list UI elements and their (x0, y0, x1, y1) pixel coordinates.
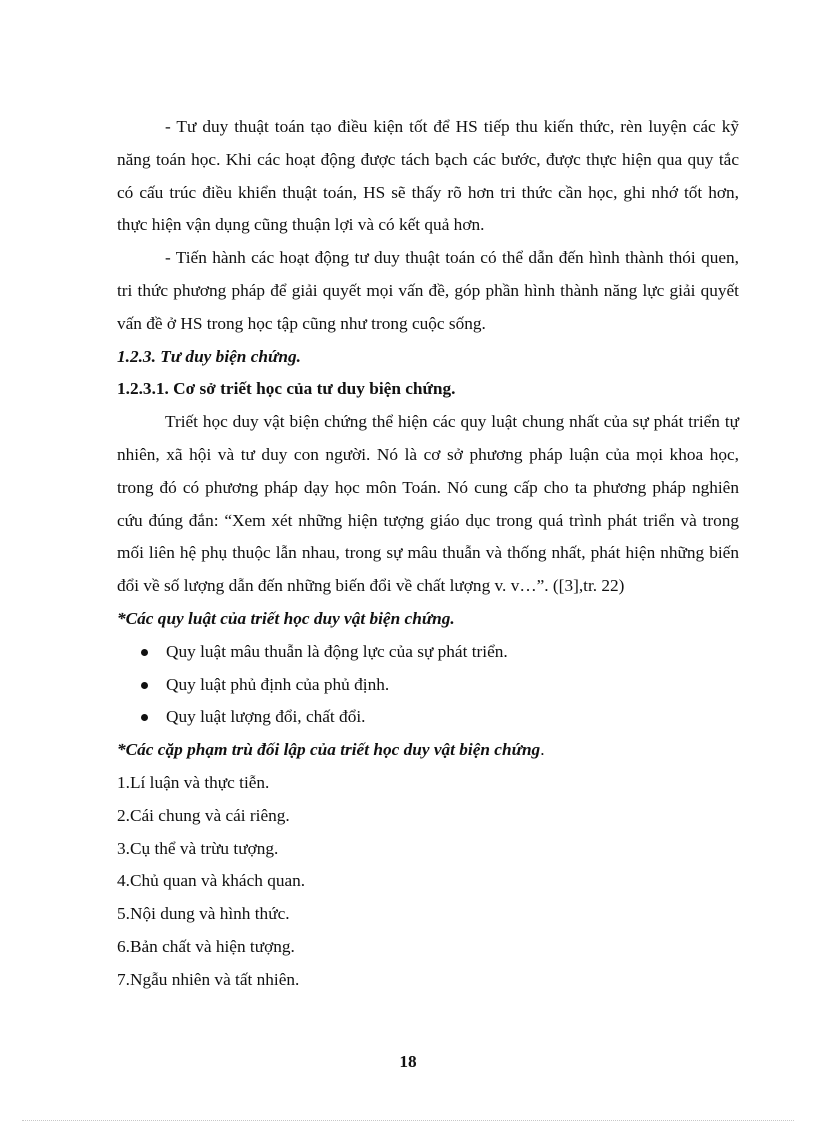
categories-heading: *Các cặp phạm trù đối lập của triết học duy vật biện chứng (117, 740, 541, 760)
paragraph-algorithmic-thinking-1: - Tư duy thuật toán tạo điều kiện tốt để HS tiếp thu kiến thức, rèn luyện các kỹ năng toán học. Khi các hoạt động được tách bạch các bước, được thực hiện qua quy tắc có cấu trúc điều khiển thuật toán, HS sẽ thấy rõ hơn tri thức cần học, ghi nhớ tốt hơn, thực hiện vận dụng cũng thuận lợi và có kết quả hơn. (117, 117, 739, 235)
list-item-text: Quy luật mâu thuẫn là động lực của sự phát triển. (166, 641, 508, 661)
categories-list (117, 767, 739, 997)
list-item (117, 669, 739, 702)
categories-heading-line (117, 734, 739, 767)
page-bottom-divider (22, 1120, 794, 1121)
list-item: 1.Lí luận và thực tiễn. (117, 772, 270, 792)
categories-heading-period: . (540, 740, 545, 760)
list-item: 6.Bản chất và hiện tượng. (117, 936, 295, 956)
list-item (117, 636, 739, 669)
bullet-icon (141, 714, 148, 721)
list-item: 2.Cái chung và cái riêng. (117, 805, 290, 825)
page-number: 18 (399, 1052, 417, 1071)
bullet-icon (141, 682, 148, 689)
list-item: 7.Ngẫu nhiên và tất nhiên. (117, 969, 300, 989)
list-item-text: Quy luật lượng đổi, chất đổi. (166, 707, 366, 727)
list-item: 5.Nội dung và hình thức. (117, 904, 290, 924)
paragraph-philosophy: Triết học duy vật biện chứng thể hiện các quy luật chung nhất của sự phát triển tự nhiên, xã hội và tư duy con người. Nó là cơ sở phương pháp luận của mọi khoa học, trong đó có phương pháp dạy học môn Toán. Nó cung cấp cho ta phương pháp nghiên cứu đúng đắn: “Xem xét những hiện tượng giáo dục trong quá trình phát triển và trong mối liên hệ phụ thuộc lẫn nhau, trong sự mâu thuẫn và thống nhất, phát hiện những biến đổi về số lượng dẫn đến những biến đổi về chất lượng v. v…”. ([3],tr. 22) (117, 412, 739, 596)
laws-list (117, 636, 739, 734)
list-item: 4.Chủ quan và khách quan. (117, 871, 306, 891)
laws-heading: *Các quy luật của triết học duy vật biện chứng. (117, 608, 455, 628)
section-heading: 1.2.3. Tư duy biện chứng. (117, 346, 301, 366)
list-item: 3.Cụ thể và trừu tượng. (117, 838, 279, 858)
subsection-heading: 1.2.3.1. Cơ sở triết học của tư duy biện chứng. (117, 379, 456, 399)
list-item (117, 701, 739, 734)
list-item-text: Quy luật phủ định của phủ định. (166, 674, 390, 694)
bullet-icon (141, 649, 148, 656)
paragraph-algorithmic-thinking-2: - Tiến hành các hoạt động tư duy thuật toán có thể dẫn đến hình thành thói quen, tri thức phương pháp để giải quyết mọi vấn đề, góp phần hình thành năng lực giải quyết vấn đề ở HS trong học tập cũng như trong cuộc sống. (117, 248, 739, 333)
page-content (117, 111, 739, 997)
